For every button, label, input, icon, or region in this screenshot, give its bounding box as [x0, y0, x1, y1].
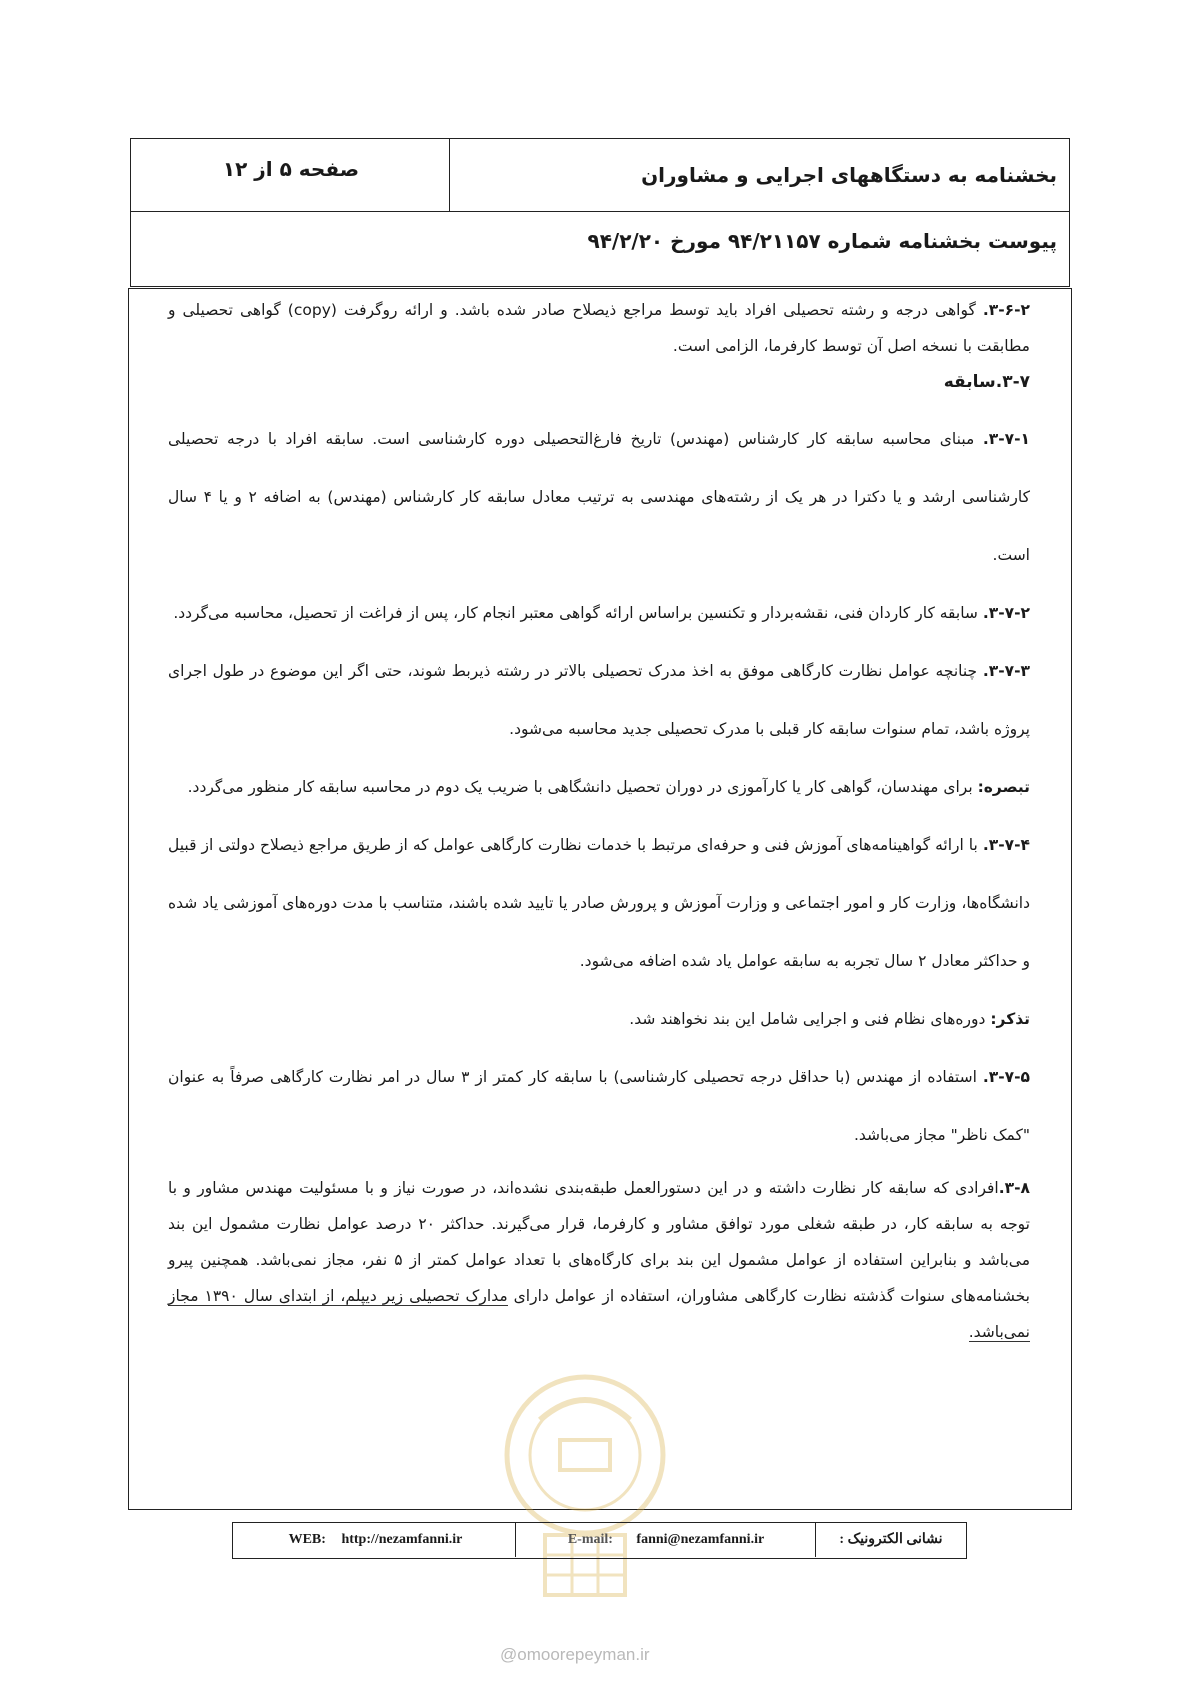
clause-3-7-1 [168, 410, 1030, 584]
header-table [130, 138, 1070, 287]
email-label: E-mail: [567, 1532, 613, 1547]
clause-text: گواهی درجه و رشته تحصیلی افراد باید توسط مراجع ذیصلاح صادر شده باشد. و ارائه روگرفت (copy) گواهی تحصیلی و مطابقت با نسخه اصل آن توسط کارفرما، الزامی است. [168, 301, 1030, 355]
clause-number: ۳-۷-۴. [982, 836, 1030, 854]
clause-3-7-4 [168, 816, 1030, 990]
clause-3-7-2 [168, 584, 1030, 642]
footer-contact [232, 1522, 967, 1559]
clause-text: افرادی که سابقه کار نظارت داشته و در این دستورالعمل طبقه‌بندی نشده‌اند، در صورت نیاز و با مسئولیت مهندس مشاور و با توجه به سابقه کار، در طبقه شغلی مورد توافق مشاور و کارفرما، قرار می‌گیرند. حداکثر ۲۰ درصد عوامل نظارت مشمول این بند می‌باشد و بنابراین استفاده از عوامل مشمول این بند برای کارگاه‌های با تعداد عوامل کمتر از ۵ نفر، مجاز نمی‌باشد. همچنین پیرو بخشنامه‌های سنوات گذشته نظارت کارگاهی مشاوران، استفاده از عوامل دارای [168, 1179, 1030, 1305]
clause-number: ۳-۸. [998, 1179, 1030, 1197]
document-body [168, 292, 1030, 1350]
clause-text: چنانچه عوامل نظارت کارگاهی موفق به اخذ مدرک تحصیلی بالاتر در رشته ذیربط شوند، حتی اگر این موضوع در طول اجرای پروژه باشد، تمام سنوات سابقه کار قبلی با مدرک تحصیلی جدید محاسبه می‌شود. [168, 662, 1030, 738]
web-link[interactable]: http://nezamfanni.ir [341, 1532, 463, 1547]
clause-number: ۳-۷-۳. [982, 662, 1030, 680]
clause-number: ۳-۷-۲. [982, 604, 1030, 622]
underlined-text: مدارک تحصیلی زیر دیپلم، از ابتدای سال ۱۳۹۰ مجاز نمی‌باشد. [168, 1287, 1030, 1341]
web-label: WEB: [288, 1532, 326, 1547]
footer-email [515, 1523, 816, 1557]
header-row [131, 139, 1069, 212]
clause-number: ۳-۷-۱. [982, 430, 1030, 448]
note-text: برای مهندسان، گواهی کار یا کارآموزی در دوران تحصیل دانشگاهی با ضریب یک دوم در محاسبه سابقه کار منظور می‌گردد. [187, 778, 978, 796]
clause-number: ۳-۷-۵. [982, 1068, 1031, 1086]
note-text: دوره‌های نظام فنی و اجرایی شامل این بند نخواهند شد. [629, 1010, 991, 1028]
document-title: بخشنامه به دستگاههای اجرایی و مشاوران [449, 139, 1069, 211]
footer-label: نشانی الکترونیک : [815, 1523, 966, 1557]
clause-3-7-5 [168, 1048, 1030, 1164]
email-link[interactable]: fanni@nezamfanni.ir [636, 1532, 765, 1547]
clause-text: با ارائه گواهینامه‌های آموزش فنی و حرفه‌ای مرتبط با خدمات نظارت کارگاهی عوامل که از طریق مراجع ذیصلاح دولتی از قبیل دانشگاه‌ها، وزارت کار و امور اجتماعی و وزارت آموزش و پرورش صادر یا تایید شده باشند، متناسب با مدت دوره‌های آموزشی یاد شده و حداکثر معادل ۲ سال تجربه به سابقه عوامل یاد شده اضافه می‌شود. [168, 836, 1030, 970]
page-number: صفحه ۵ از ۱۲ [222, 157, 360, 181]
appendix-reference: پیوست بخشنامه شماره ۹۴/۲۱۱۵۷ مورخ ۹۴/۲/۲۰ [587, 229, 1057, 253]
note-label: تذکر: [990, 1010, 1030, 1028]
clause-3-6-2 [168, 292, 1030, 364]
clause-text: سابقه کار کاردان فنی، نقشه‌بردار و تکنسین براساس ارائه گواهی معتبر انجام کار، پس از فراغت از تحصیل، محاسبه می‌گردد. [173, 604, 983, 622]
watermark-text: @omoorepeyman.ir [500, 1645, 650, 1664]
clause-number: ۳-۶-۲. [982, 301, 1030, 319]
note-tazakkor [168, 990, 1030, 1048]
clause-3-7-3 [168, 642, 1030, 758]
clause-text: مبنای محاسبه سابقه کار کارشناس (مهندس) تاریخ فارغ‌التحصیلی دوره کارشناسی است. سابقه افراد با درجه تحصیلی کارشناسی ارشد و یا دکترا در هر یک از رشته‌های مهندسی به ترتیب معادل سابقه کار کارشناس (مهندس) به اضافه ۲ و یا ۴ سال است. [168, 430, 1030, 564]
section-heading-3-7: ۳-۷.سابقه [943, 372, 1030, 392]
clause-text: استفاده از مهندس (با حداقل درجه تحصیلی کارشناسی) با سابقه کار کمتر از ۳ سال در امر نظارت کارگاهی صرفاً به عنوان "کمک ناظر" مجاز می‌باشد. [168, 1068, 1030, 1144]
footer-web [233, 1523, 518, 1557]
clause-3-8 [168, 1170, 1030, 1350]
note-tabsareh [168, 758, 1030, 816]
note-label: تبصره: [977, 778, 1030, 796]
